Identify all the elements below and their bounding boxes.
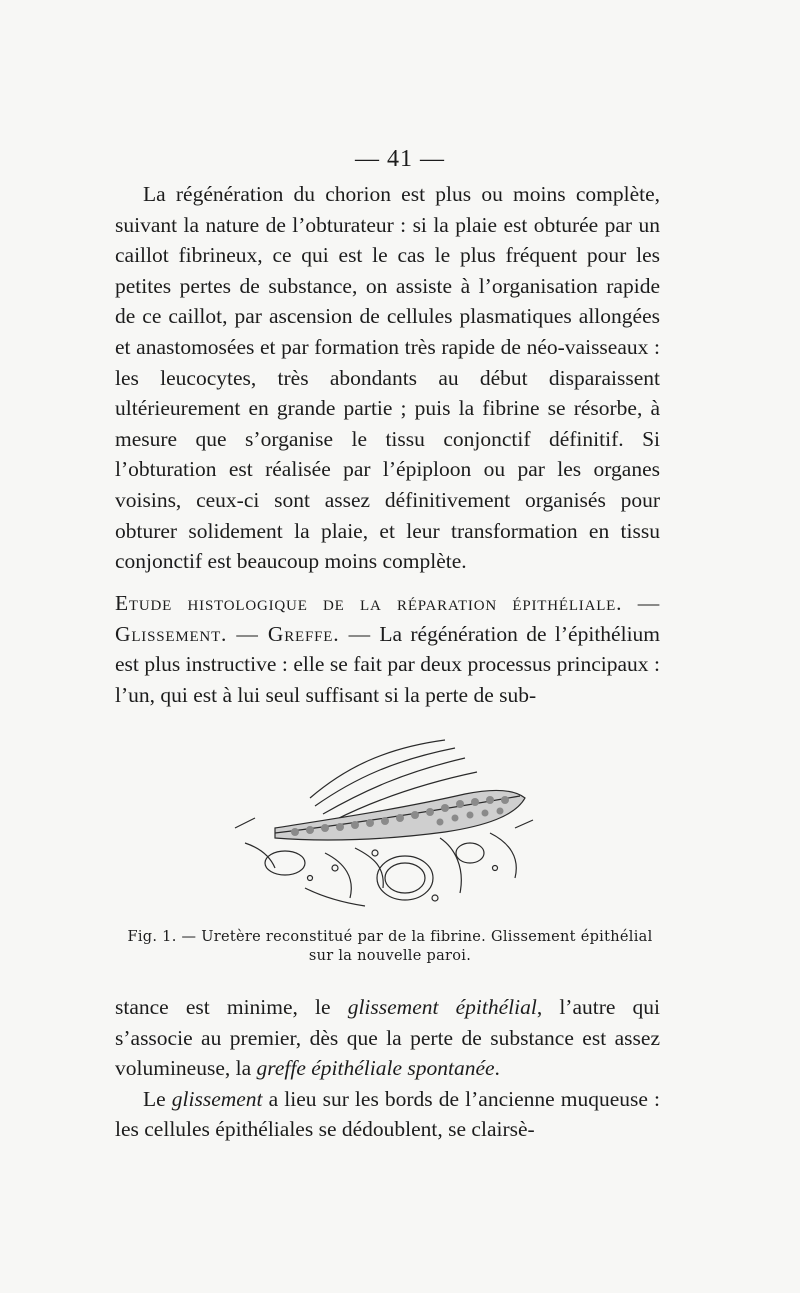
text-run: stance est minime, le xyxy=(115,995,348,1019)
connective-fiber xyxy=(235,818,255,828)
term-glissement-epithelial: glissement épithélial xyxy=(347,995,537,1019)
vessel-lumen xyxy=(385,863,425,893)
cell-nucleus xyxy=(432,895,438,901)
connective-fiber xyxy=(515,820,533,828)
paragraph-processes xyxy=(115,992,660,1084)
text-block-bottom xyxy=(115,992,660,1145)
section-heading: Etude histologique de la réparation épithéliale. — Glissement. — Greffe. — xyxy=(115,591,660,646)
text-run: , l’autre qui s’associe au premier, dès que la perte de substance est assez volumineuse, la xyxy=(115,995,661,1081)
term-greffe-epitheliale: greffe épithéliale spontanée xyxy=(256,1056,495,1081)
cell-nucleus xyxy=(372,850,378,856)
ureter-illustration xyxy=(215,728,545,918)
figure-caption xyxy=(115,928,665,966)
vessel xyxy=(265,851,305,875)
connective-fiber xyxy=(490,833,516,878)
figure-caption-line-1: Fig. 1. — Uretère reconstitué par de la fibrine. Glissement épithélial xyxy=(127,929,653,945)
paragraph-epithelium xyxy=(115,588,660,710)
figure-caption-line-2: sur la nouvelle paroi. xyxy=(308,948,472,964)
connective-fiber xyxy=(355,848,383,888)
connective-fiber xyxy=(305,888,365,906)
text-run: a lieu sur les bords de l’ancienne muqueuse : les cellules épithéliales se dédoublent, se clairsè- xyxy=(115,1086,660,1142)
connective-fiber xyxy=(325,853,351,898)
paragraph-glissement xyxy=(115,1084,660,1145)
paragraph-chorion-regeneration: La régénération du chorion est plus ou moins complète, suivant la nature de l’obturateur : si la plaie est obturée par un caillot fibrineux, ce qui est le cas le plus fréquent pour les petites pertes de substance, on assiste à l’organisation rapide de ce caillot, par ascension de cellules plasmatiques allongées et anastomosées et par formation très rapide de néo-vaisseaux : les leucocytes, très abondants au début disparaissent ultérieurement en grande partie ; puis la fibrine se résorbe, à mesure que s’organise le tissu conjonctif définitif. Si l’obturation est réalisée par l’épiploon ou par les organes voisins, ceux-ci sont assez définitivement organisés pour obturer solidement la plaie, et leur transformation en tissu conjonctif est beaucoup moins complète. xyxy=(115,182,660,574)
connective-fiber xyxy=(440,838,461,893)
text-run: Le xyxy=(143,1086,172,1111)
page-number: — 41 — xyxy=(355,146,445,172)
connective-fiber xyxy=(245,843,275,868)
histology-figure xyxy=(215,728,545,918)
text-block-middle xyxy=(115,588,660,710)
cell-nucleus xyxy=(493,866,498,871)
cell-nucleus xyxy=(332,865,338,871)
text-block-top xyxy=(115,179,660,577)
vessel xyxy=(456,843,484,863)
term-glissement: glissement xyxy=(171,1086,263,1111)
paragraph-epithelium-text: La régénération de l’épithélium est plus instructive : elle se fait par deux processus principaux : l’un, qui est à lui seul suffisant si la perte de sub- xyxy=(115,621,661,707)
cell-nucleus xyxy=(308,876,313,881)
text-run: . xyxy=(494,1056,500,1081)
fibrin-strand xyxy=(315,748,455,806)
